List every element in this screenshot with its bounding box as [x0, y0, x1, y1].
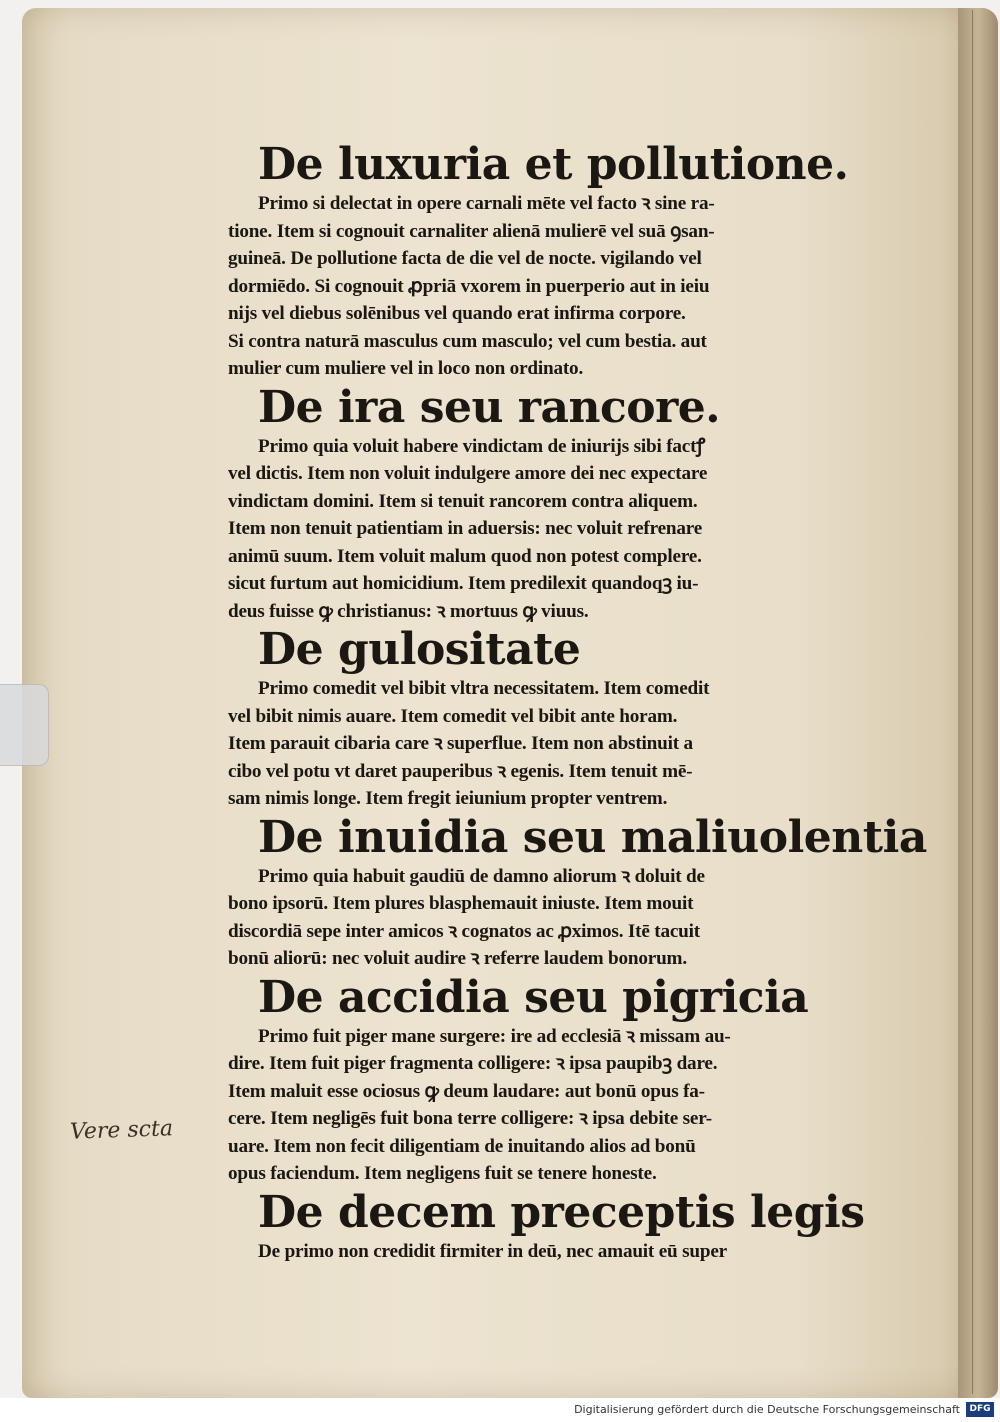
text-line: dire. Item fuit piger fragmenta colligere: ꝛ ipsa paupibꝫ dare. [228, 1053, 718, 1074]
section-body [228, 863, 848, 973]
section-inuidia [228, 811, 927, 973]
text-line: bonū aliorū: nec voluit audire ꝛ referre laudem bonorum. [228, 948, 687, 969]
text-line: Primo fuit piger mane surgere: ire ad ecclesiā ꝛ missam au- [258, 1025, 731, 1047]
section-heading: De ira seu rancore. [258, 381, 721, 433]
text-line: tione. Item si cognouit carnaliter alienā mulierē vel suā ꝯsan- [228, 220, 715, 242]
text-line: Primo comedit vel bibit vltra necessitatem. Item comedit [258, 678, 710, 699]
text-line: uare. Item non fecit diligentiam de inuitando alios ad bonū [228, 1135, 696, 1157]
section-ira [228, 383, 848, 626]
text-line: mulier cum muliere vel in loco non ordinato. [228, 358, 584, 379]
text-line: vel bibit nimis auare. Item comedit vel bibit ante horam. [228, 705, 678, 727]
text-line: De primo non credidit firmiter in deū, nec amauit eū super [258, 1240, 727, 1262]
text-line: nijs vel diebus solēnibus vel quando erat infirma corpore. [228, 303, 686, 324]
dfg-logo: DFG [966, 1402, 994, 1417]
text-line: vindictam domini. Item si tenuit rancorem contra aliquem. [228, 490, 698, 512]
text-line: bono ipsorū. Item plures blasphemauit iniuste. Item mouit [228, 893, 694, 914]
text-line: vel dictis. Item non voluit indulgere amore dei nec expectare [228, 463, 708, 484]
text-line: Primo quia habuit gaudiū de damno aliorum ꝛ doluit de [258, 865, 705, 887]
section-gulositate [228, 625, 848, 813]
section-heading: De gulositate [258, 624, 581, 675]
text-line: sam nimis longe. Item fregit ieiunium propter ventrem. [228, 788, 668, 809]
book-spine [958, 8, 998, 1398]
section-heading: De inuidia seu maliuolentia [258, 811, 927, 863]
handwritten-margin-note: Vere scta [69, 1116, 174, 1145]
section-accidia [228, 973, 848, 1188]
text-line: dormiēdo. Si cognouit ꝓpriā vxorem in puerperio aut in ieiu [228, 275, 710, 297]
footer-credit: Digitalisierung gefördert durch die Deutsche Forschungsgemeinschaft [574, 1403, 960, 1416]
section-heading: De luxuria et pollutione. [258, 139, 849, 190]
section-luxuria [228, 140, 848, 383]
text-line: guineā. De pollutione facta de die vel de nocte. vigilando vel [228, 248, 702, 269]
text-line: deus fuisse ꝙ christianus: ꝛ mortuus ꝙ viuus. [228, 600, 589, 622]
section-body [228, 1023, 848, 1188]
text-line: opus faciendum. Item negligens fuit se tenere honeste. [228, 1163, 657, 1184]
page-tab-marker [0, 684, 49, 766]
text-line: Item parauit cibaria care ꝛ superflue. Item non abstinuit a [228, 733, 693, 754]
text-line: Primo quia voluit habere vindictam de iniurijs sibi factꝭ [258, 435, 706, 457]
text-line: Si contra naturā masculus cum masculo; vel cum bestia. aut [228, 330, 707, 352]
section-heading: De decem preceptis legis [258, 1186, 865, 1238]
text-line: Primo si delectat in opere carnali mēte vel facto ꝛ sine ra- [258, 193, 715, 214]
section-preceptis [228, 1186, 865, 1266]
text-line: Item non tenuit patientiam in aduersis: nec voluit refrenare [228, 518, 703, 539]
text-line: cere. Item negligēs fuit bona terre colligere: ꝛ ipsa debite ser- [228, 1108, 712, 1129]
section-body [228, 1238, 848, 1266]
section-body [228, 433, 848, 626]
section-body [228, 675, 848, 813]
section-body [228, 190, 848, 383]
text-line: sicut furtum aut homicidium. Item predilexit quandoqꝫ iu- [228, 573, 699, 594]
section-heading: De accidia seu pigricia [258, 971, 809, 1023]
text-block [228, 139, 927, 1265]
leaf-edge [972, 10, 973, 1394]
text-line: cibo vel potu vt daret pauperibus ꝛ egenis. Item tenuit mē- [228, 760, 693, 782]
text-line: discordiā sepe inter amicos ꝛ cognatos ac ꝓximos. Itē tacuit [228, 920, 700, 942]
text-line: animū suum. Item voluit malum quod non potest complere. [228, 545, 702, 567]
text-line: Item maluit esse ociosus ꝙ deum laudare: aut bonū opus fa- [228, 1080, 705, 1102]
footer-bar [0, 1398, 1000, 1422]
